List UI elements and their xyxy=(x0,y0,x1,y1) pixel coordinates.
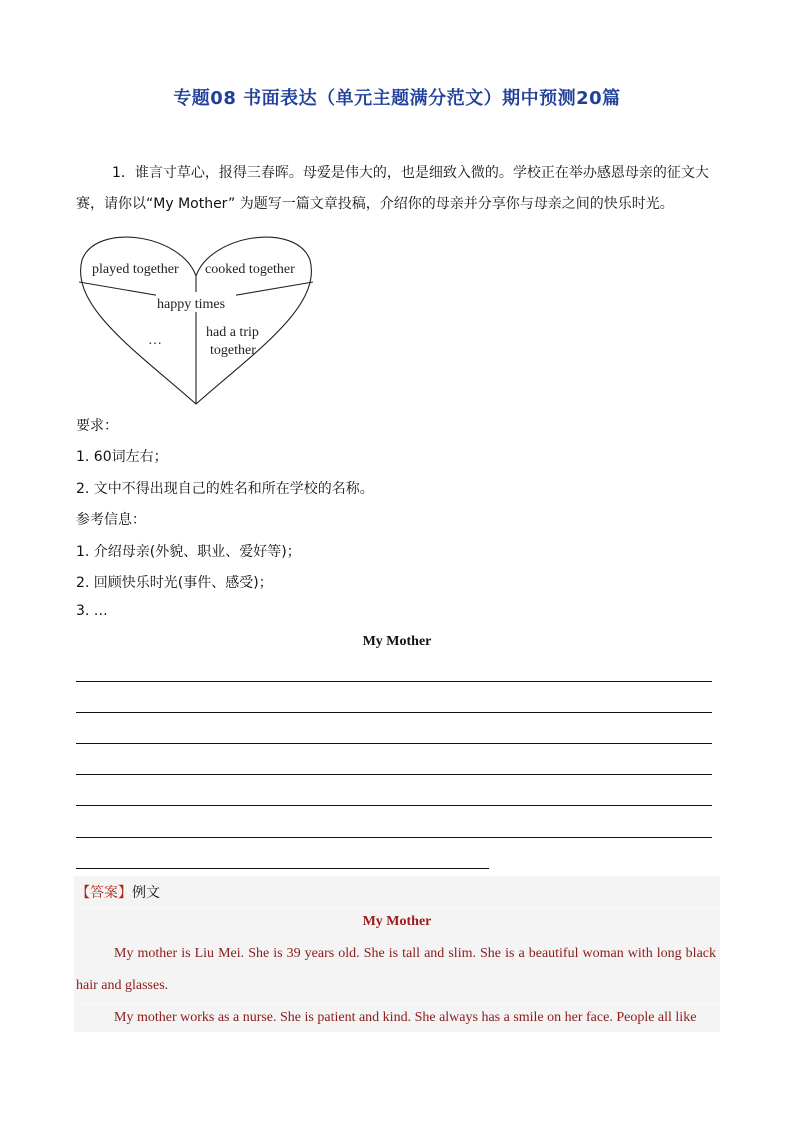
heart-svg xyxy=(76,226,316,408)
reference-item-3: 3. … xyxy=(76,603,108,619)
writing-line xyxy=(76,681,712,682)
answer-heading xyxy=(76,882,160,902)
writing-line xyxy=(76,774,712,775)
heart-label-happy-times: happy times xyxy=(157,297,226,312)
reference-item-1: 1. 介绍母亲(外貌、职业、爱好等)； xyxy=(76,544,301,560)
essay-title: My Mother xyxy=(362,634,432,649)
heart-diagram xyxy=(76,226,316,408)
writing-line xyxy=(76,805,712,806)
requirement-item-2: 2. 文中不得出现自己的姓名和所在学校的名称。 xyxy=(76,481,374,497)
writing-line xyxy=(76,743,712,744)
reference-item-2: 2. 回顾快乐时光(事件、感受)； xyxy=(76,575,273,591)
writing-line-short xyxy=(76,868,489,869)
writing-line xyxy=(76,712,712,713)
heart-label-trip-1: had a trip xyxy=(206,325,259,340)
question-body: 1．谁言寸草心，报得三春晖。母爱是伟大的，也是细致入微的。学校正在举办感恩母亲的征文大赛，请你以“My Mother” 为题写一篇文章投稿，介绍你的母亲并分享你与母亲之间的快乐时光。 xyxy=(76,165,709,212)
answer-paragraph-1 xyxy=(76,938,716,1002)
heart-label-ellipsis: … xyxy=(148,333,162,348)
page-title: 专题08 书面表达（单元主题满分范文）期中预测20篇 xyxy=(173,88,621,109)
answer-paragraph-2 xyxy=(76,1002,716,1034)
answer-paragraph-1-text: My mother is Liu Mei. She is 39 years old. She is tall and slim. She is a beautiful woman with long black hair and glasses. xyxy=(76,946,716,993)
heart-label-trip-2: together xyxy=(210,343,256,358)
reference-heading: 参考信息： xyxy=(76,512,146,528)
heart-label-cooked: cooked together xyxy=(205,262,295,277)
answer-essay-title: My Mother xyxy=(362,914,432,929)
writing-line xyxy=(76,837,712,838)
answer-separator xyxy=(74,907,720,908)
answer-label-suffix: 例文 xyxy=(132,885,160,901)
requirements-heading: 要求： xyxy=(76,418,118,434)
heart-label-played: played together xyxy=(92,262,179,277)
answer-paragraph-2-text: My mother works as a nurse. She is patient and kind. She always has a smile on her face. People all like xyxy=(114,1010,697,1025)
question-text xyxy=(76,158,720,220)
requirement-item-1: 1. 60词左右； xyxy=(76,449,168,465)
answer-label: 【答案】 xyxy=(76,885,132,901)
